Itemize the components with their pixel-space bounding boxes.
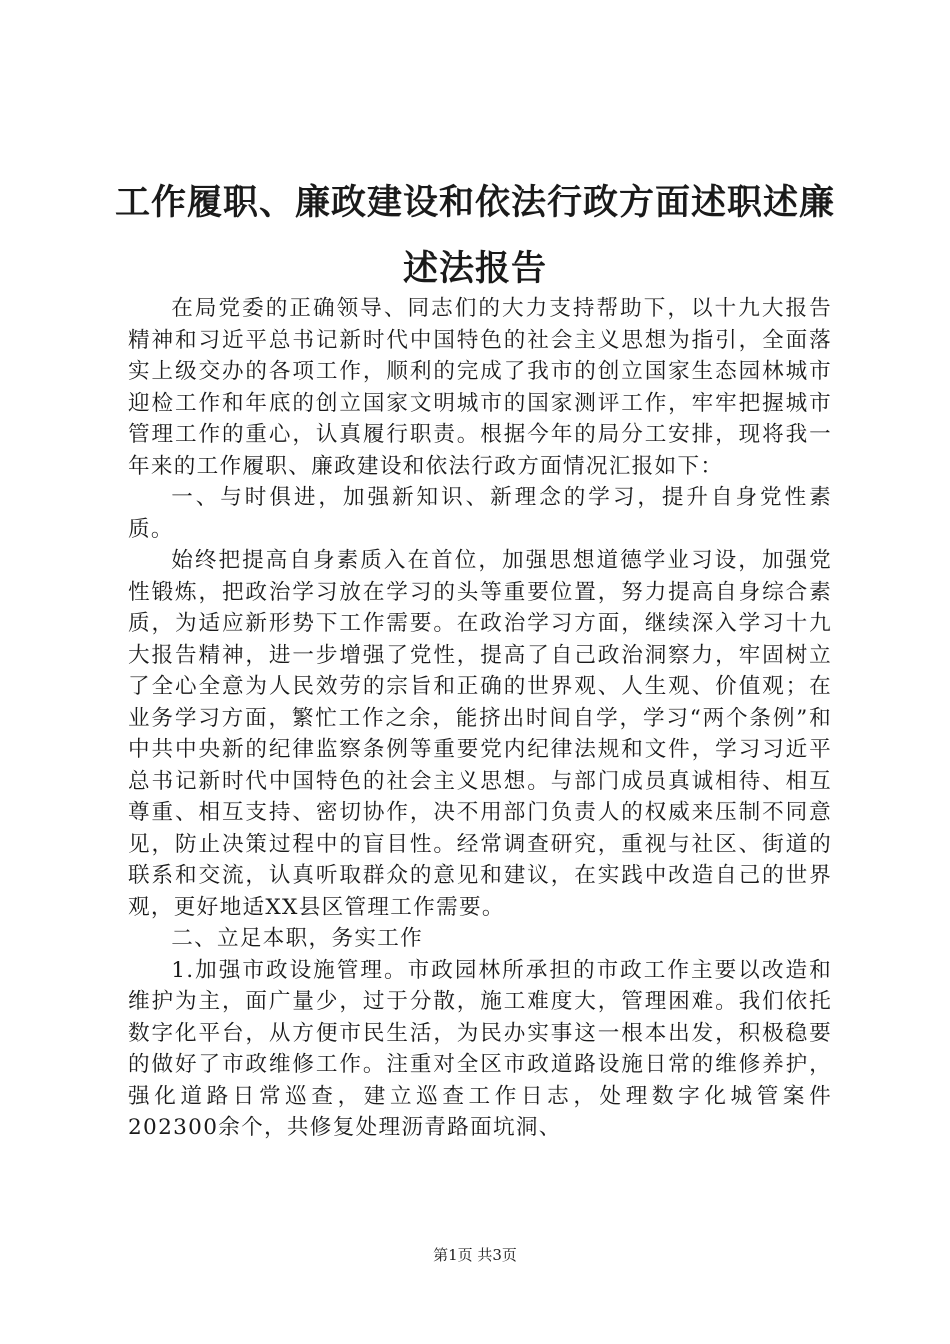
paragraph-study: 始终把提高自身素质入在首位，加强思想道德学业习设，加强党性锻炼，把政治学习放在学习的头等重要位置，努力提高自身综合素质，为适应新形势下工作需要。在政治学习方面，继续深入学习十九大报告精神，进一步增强了党性，提高了自己政治洞察力，牢固树立了全心全意为人民效劳的宗旨和正确的世界观、人生观、价值观；在业务学习方面，繁忙工作之余，能挤出时间自学，学习“两个条例”和中共中央新的纪律监察条例等重要党内纪律法规和文件，学习习近平总书记新时代中国特色的社会主义思想。与部门成员真诚相待、相互尊重、相互支持、密切协作，决不用部门负责人的权威来压制不同意见，防止决策过程中的盲目性。经常调查研究，重视与社区、街道的联系和交流，认真听取群众的意见和建议，在实践中改造自己的世界观，更好地适XX县区管理工作需要。 [128,548,832,920]
page-footer: 第1页 共3页 [433,1246,517,1264]
document-body [128,293,832,1144]
section-heading-1: 一、与时俱进，加强新知识、新理念的学习，提升自身党性素质。 [128,485,832,542]
document-title: 工作履职、廉政建设和依法行政方面述职述廉述法报告 [114,183,835,289]
paragraph-intro: 在局党委的正确领导、同志们的大力支持帮助下，以十九大报告精神和习近平总书记新时代中国特色的社会主义思想为指引，全面落实上级交办的各项工作，顺利的完成了我市的创立国家生态园林城市迎检工作和年底的创立国家文明城市的国家测评工作，牢牢把握城市管理工作的重心，认真履行职责。根据今年的局分工安排，现将我一年来的工作履职、廉政建设和依法行政方面情况汇报如下： [128,296,832,479]
section-heading-2: 二、立足本职，务实工作 [171,926,424,951]
paragraph-municipal: 1.加强市政设施管理。市政园林所承担的市政工作主要以改造和维护为主，面广量少，过于分散，施工难度大，管理困难。我们依托数字化平台，从方便市民生活，为民办实事这一根本出发，积极稳要的做好了市政维修工作。注重对全区市政道路设施日常的维修养护，强化道路日常巡查，建立巡查工作日志，处理数字化城管案件202300余个，共修复处理沥青路面坑洞、 [128,957,832,1140]
